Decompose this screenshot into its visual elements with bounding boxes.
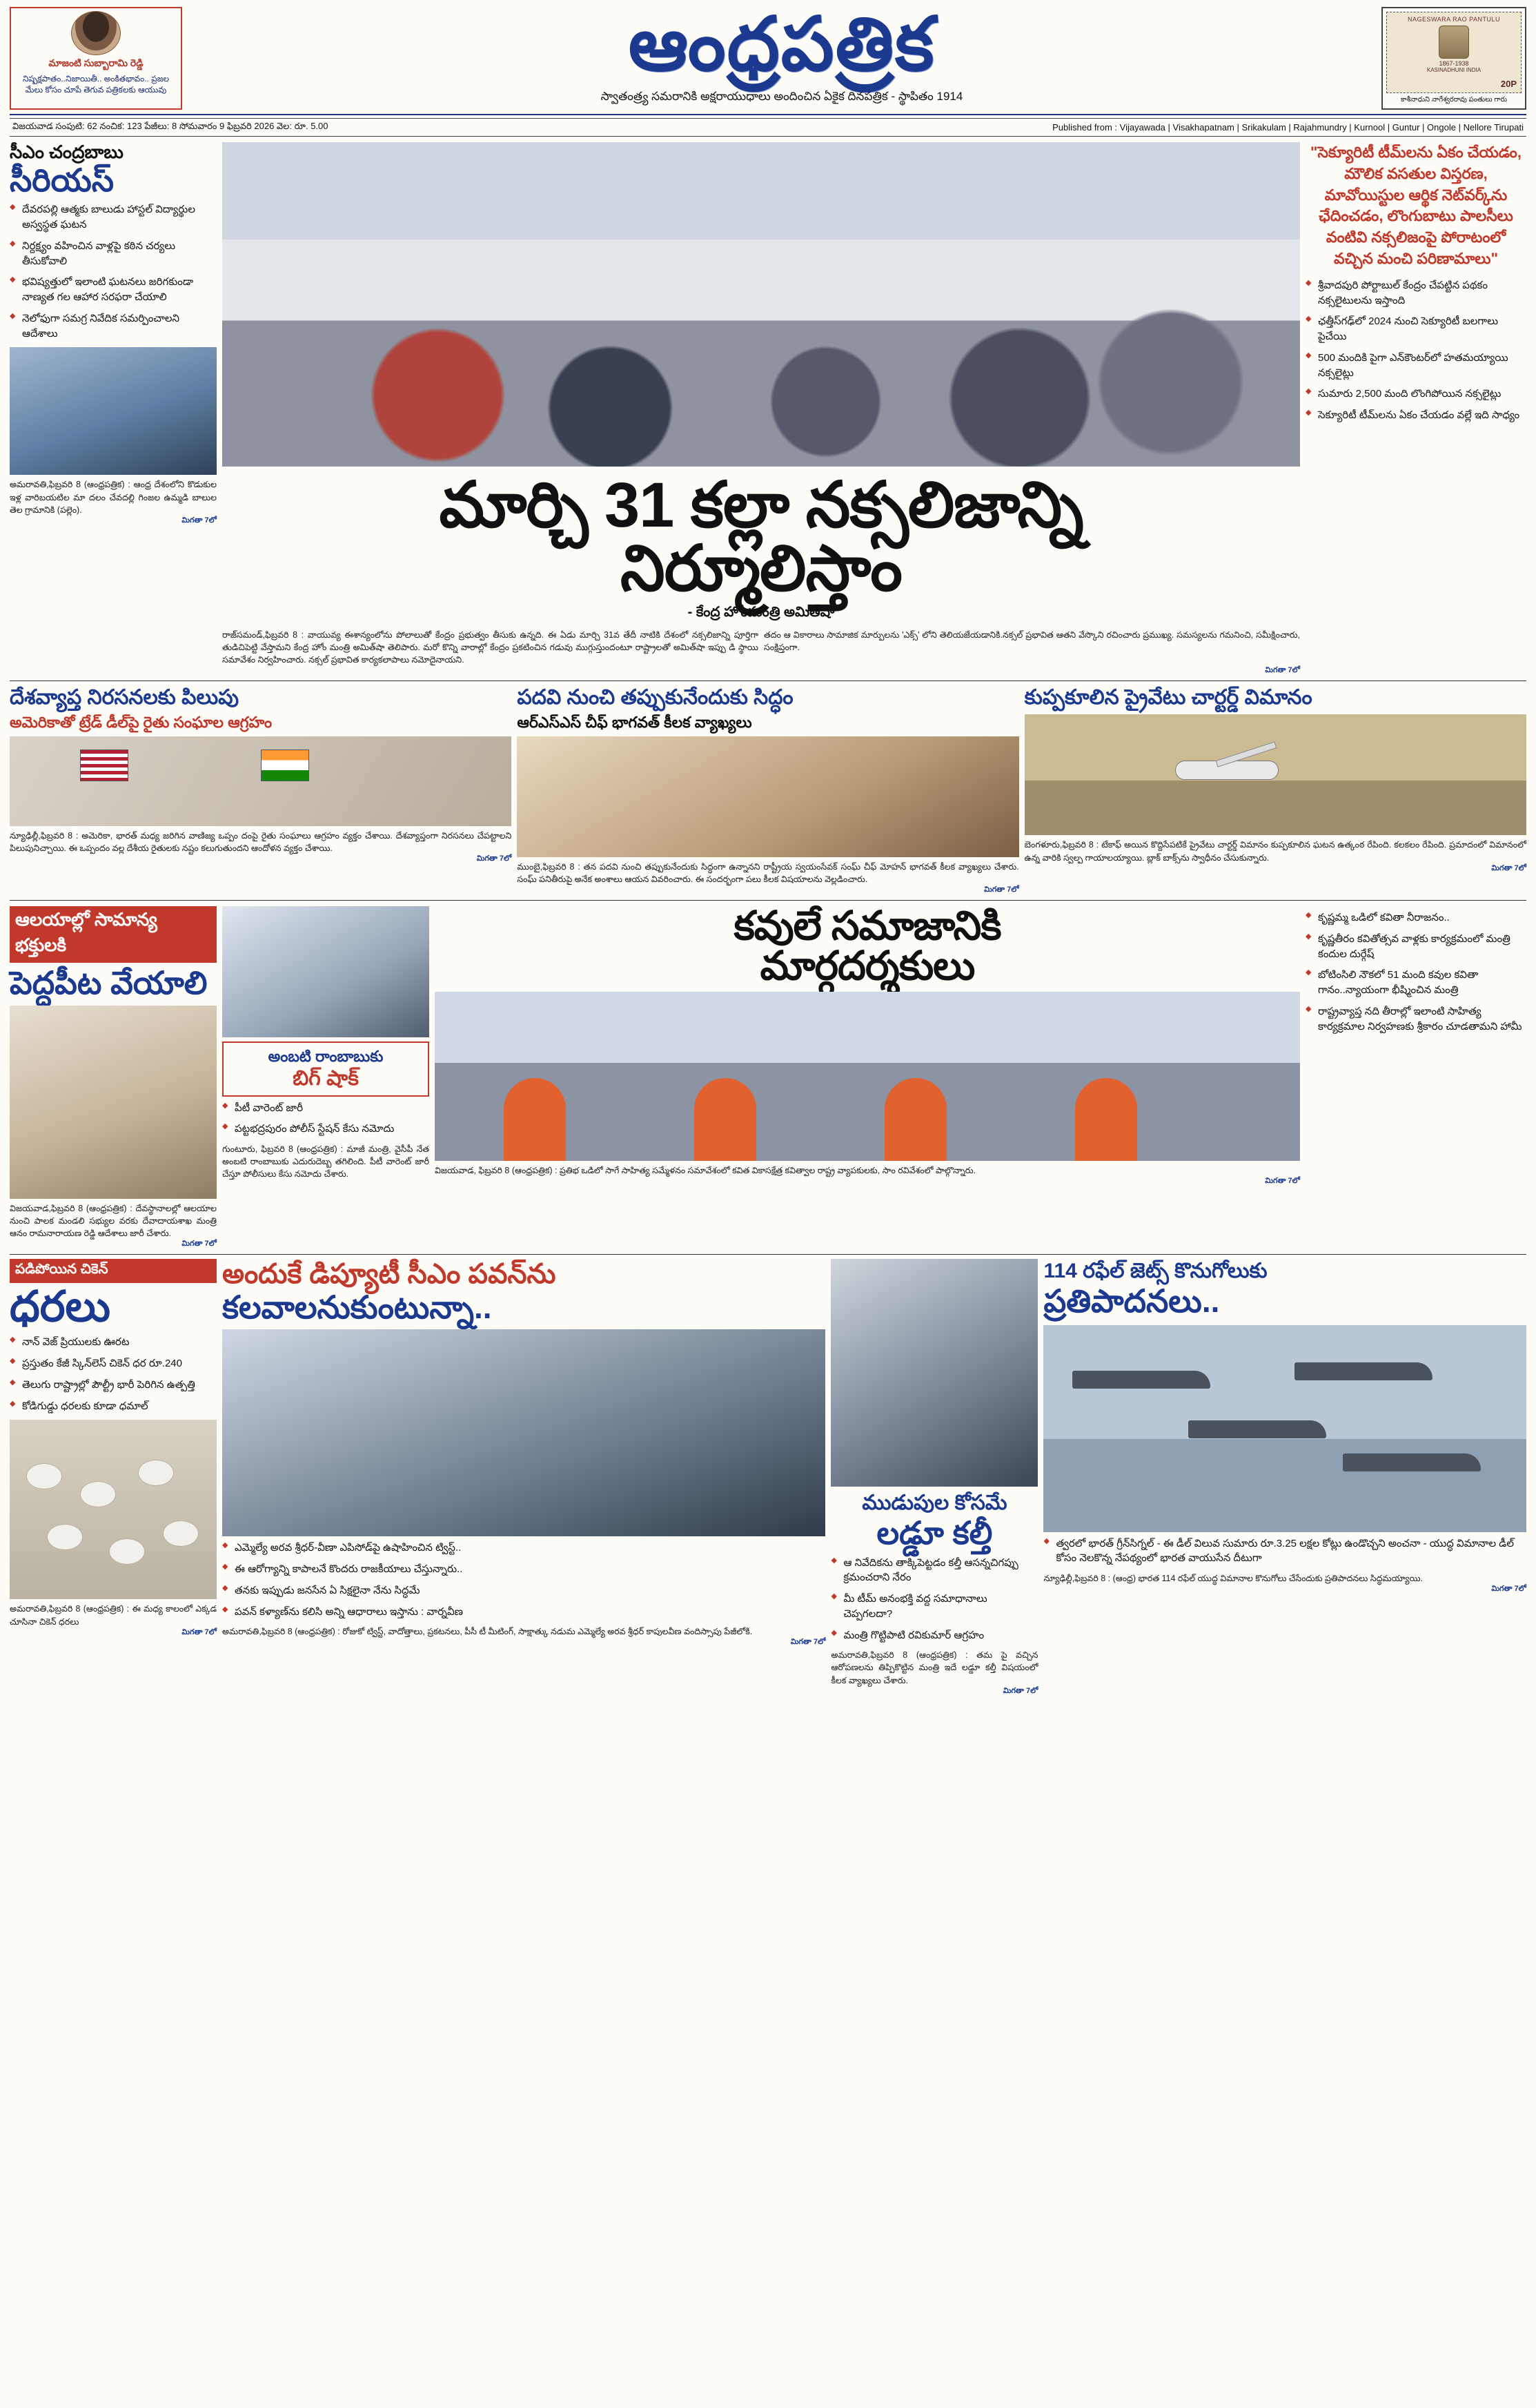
laddu-bullets	[831, 1556, 1038, 1643]
list-item: ◆ కోడిగుడ్డు ధరలకు కూడా ధమాల్	[10, 1399, 217, 1414]
left-kicker: సీఎం చంద్రబాబు	[10, 141, 124, 162]
poets-caption: విజయవాడ, ఫిబ్రవరి 8 (ఆంధ్రపత్రిక) : ప్రతిభ ఒడిలో సాగే సాహిత్య సమ్మేళనం సమావేశంలో కవిత వికాసక్షేత్ర కవిత్వాల రాష్ట్ర వ్యాపకులకు, సాం రవివేశంలో పాల్గొన్నారు.	[435, 1166, 976, 1176]
chicken-bullets	[10, 1335, 217, 1413]
right-bullet-list	[1306, 278, 1526, 423]
pawan-bullets	[222, 1540, 825, 1619]
pawan-caption: అమరావతి,ఫిబ్రవరి 8 (ఆంధ్రపత్రిక) : రోజుకో ట్విస్ట్, వాదోత్తాలు, ప్రకటనలు, పీసీ టీ మీటింగ్, సాక్షాత్కు నడుమ ఎమ్మెల్యే అరవ శ్రీధర్ కాపులవీణ వందిస్సాపు పేజీలోకి.	[222, 1627, 753, 1637]
photo-chandrababu	[10, 347, 217, 475]
masthead-publisher-box	[10, 7, 182, 110]
story-temples	[10, 906, 217, 1250]
masthead-title-block	[189, 4, 1375, 110]
chicken-kicker: పడిపోయిన చికెన్	[10, 1259, 217, 1283]
row-2	[10, 685, 1526, 896]
edition-details: విజయవాడ సంపుటి: 62 నంచిక: 123 పేజీలు: 8 సోమవారం 9 ఫిబ్రవరి 2026 వెల: రూ. 5.00	[12, 121, 328, 131]
list-item: ◆ ఆ నివేదికను తాక్కిపెట్టడం కల్తీ ఆసన్నచిగప్పు క్రమంచరాని నేరం	[831, 1556, 1038, 1586]
story-bhagwat-headline: పదవి నుంచి తప్పుకునేందుకు సిద్ధం	[517, 686, 794, 709]
list-item: ◆ పట్టభద్రపురం పోలీస్ స్టేషన్‌ కేసు నమోదు	[222, 1122, 429, 1137]
edition-info-bar	[10, 118, 1526, 137]
story-poets	[435, 903, 1300, 1250]
story-chicken-prices	[10, 1259, 217, 1697]
photo-mohan-bhagwat	[517, 736, 1018, 857]
row-3	[10, 903, 1526, 1250]
right-column	[1306, 142, 1526, 676]
photo-minister-speaking	[831, 1259, 1038, 1487]
main-headline-line2: నిర్మూలిస్తాం	[620, 534, 902, 604]
stamp-value: 20P	[1500, 79, 1517, 89]
list-item: ◆ ఎమ్మెల్యే అరవ శ్రీధర్-వీణా ఎపిసోడ్‌పై ఉషాహించిన ట్విస్ట్..	[222, 1540, 825, 1556]
story-trade-body: న్యూఢిల్లీ,ఫిబ్రవరి 8 : అమెరికా, భారత్ మధ్య జరిగిన వాణిజ్య ఒప్పం దంపై రైతు సంఘాలు ఆగ్రహం వ్యక్తం చేశాయి. దేశవ్యాప్తంగా నిరసనలు చేపట్టాలని పిలుపునిచ్చాయి. ఈ ఒప్పందం వల్ల దేశీయ రైతులకు నష్టం కలుగుతుందని ఆందోళన వ్యక్తం చేశాయి.	[10, 830, 512, 853]
temples-more[interactable]: మిగతా 7లో	[181, 1240, 217, 1249]
publisher-tagline: నిష్పక్షపాతం..నిజాయితీ.. అంకితభావం.. ప్రజల మేలు కోసం చూపే తెగువ పత్రికలకు ఆయువు	[22, 74, 170, 95]
list-item: ◆ రాష్ట్రవ్యాప్త నది తీరాల్లో ఇలాంటి సాహిత్య కార్యక్రమాల నిర్వహణకు శ్రీకారం చూడతామని హామీ	[1306, 1004, 1526, 1035]
list-item: ◆ నెలోఫుగా సమగ్ర నివేదిక సమర్పించాలని ఆదేశాలు	[10, 311, 217, 342]
newspaper-subtitle: స్వాతంత్ర్య సమరానికి అక్షరాయుధాలు అందించిన ఏకైక దినపత్రిక - స్థాపితం 1914	[600, 90, 963, 103]
rafale-more[interactable]: మిగతా 7లో	[1491, 1585, 1526, 1594]
list-item: ◆ భవిష్యత్తులో ఇలాంటి ఘటనలు జరిగకుండా నాణ్యత గల ఆహార సరఫరా చేయాలి	[10, 275, 217, 305]
story-bhagwat-subhead: ఆర్‌ఎస్‌ఎస్ చీఫ్ భాగవత్ కీలక వ్యాఖ్యలు	[517, 714, 752, 732]
rafale-headline-line1: 114 రఫేల్ జెట్స్ కొనుగోలుకు	[1043, 1260, 1268, 1283]
photo-crashed-plane	[1025, 714, 1526, 835]
list-item: ◆ త్వరలో భారత్ గ్రీన్‌సిగ్నల్ - ఈ డీల్ విలువ సుమారు రూ.3.25 లక్షల కోట్లు ఉండొచ్చని అంచనా - యుద్ధ విమానాల డీల్ కోసం నెలకొన్న నేపథ్యంలో భారత వాయుసేన దీటుగా	[1043, 1536, 1526, 1567]
list-item: ◆ ఈ ఆరోగ్యాన్ని కాపాలనే కొందరు రాజకీయాలు చేస్తున్నారు..	[222, 1562, 825, 1577]
story-bhagwat-body: ముంబై,ఫిబ్రవరి 8 : తన పదవి నుంచి తప్పుకునేందుకు సిద్ధంగా ఉన్నానని రాష్ట్రీయ స్వయంసేవక్ సంఘ్ చీఫ్ మోహన్ భాగవత్ కీలక వ్యాఖ్యలు చేశారు. సంఘ్ పనితీరుపై అనేక అంశాలు ఆయన వివరించారు. ఈ సందర్భంగా పలు కీలక విషయాలను వెల్లడించారు.	[517, 861, 1019, 884]
main-body-col1: రాజ్‌సమండ్,ఫిబ్రవరి 8 : వాయువ్య ఈశాన్యంలోను పోలాలుతో కేంద్రం ప్రభుత్వం తీసుకు ఉన్నది. ఈ ఏడు మార్చి 31వ తేదీ నాటికి దేశంలో నక్సలిజాన్ని పూర్తిగా తుడిచిపెట్టి వేస్తామని కేంద్ర హోం మంత్రి అమిత్‌షా తెలిపారు. మరో కొన్ని వారాల్లో కేంద్రం ప్రకటించిన గడువు ముగ్గుస్తుందంటూ రాష్ట్రాలతో అమిత్‌షా ఇప్పు డి స్థాయి సమావేశం నిర్వహించారు. నక్సల్ ప్రభావిత కార్యకలాపాలు నమోదైనాయని.	[222, 630, 758, 665]
story-trade-headline: దేశవ్యాప్త నిరసనలకు పిలుపు	[10, 686, 239, 709]
photo-us-india-flags	[10, 736, 511, 826]
performer-icon	[1075, 1078, 1137, 1161]
story-trade-deal	[10, 685, 511, 896]
poets-more[interactable]: మిగతా 7లో	[1265, 1177, 1300, 1186]
left-more-link[interactable]: మిగతా 7లో	[181, 516, 217, 525]
publisher-portrait-icon	[71, 11, 121, 55]
chicken-more[interactable]: మిగతా 7లో	[181, 1627, 217, 1636]
story-bhagwat	[517, 685, 1018, 896]
laddu-caption: అమరావతి,ఫిబ్రవరి 8 (ఆంధ్రపత్రిక) : తమ పై వచ్చిన ఆరోపణలను తిప్పికొట్టిన మంత్రి ఇదే లడ్డూ కల్తీ విషయంలో కీలక వ్యాఖ్యలు చేశారు.	[831, 1650, 1038, 1685]
list-item: ◆ కృష్ణతీరం కవితోత్సవ వాళ్లకు కార్యక్రమంలో మంత్రి కందుల దుర్గేష్	[1306, 932, 1526, 962]
performer-icon	[694, 1078, 756, 1161]
rafale-caption: న్యూఢిల్లీ,ఫిబ్రవరి 8 : (ఆంధ్ర) భారత 114 రఫేల్ యుద్ధ విమానాల కొనుగోలు చేసేందుకు ప్రతిపాదనలు సిద్ధమయ్యాయి.	[1043, 1574, 1424, 1584]
list-item: ◆ తెలుగు రాష్ట్రాల్లో పౌల్ట్రీ భారీ పెరిగిన ఉత్పత్తి	[10, 1378, 217, 1393]
left-column	[10, 142, 217, 676]
stamp-caption: కాశీనాధుని నాగేశ్వరరావు పంతులు గారు	[1400, 96, 1508, 104]
photo-poets-event	[435, 992, 1300, 1161]
list-item: ◆ సెక్యూరిటీ టీమ్‌లను ఏకం చేయడం వల్లే ఇది సాధ్యం	[1306, 408, 1526, 423]
photo-temple-official	[10, 1006, 217, 1199]
rafale-headline-line2: ప్రతిపాదనలు..	[1043, 1283, 1220, 1320]
main-body-col2: తదం ఆ వికారాలు సామాజిక మార్పులను 'ఎక్స్‌' లోని తెలియజేయడానికి.నక్సల్ ప్రభావిత ఆతని వేస్కొని రచించారు ప్రముఖ్య. సమస్యలను గమనించి, సమీక్షించారు, సంక్షిప్తంగా.	[764, 630, 1300, 653]
published-from: Published from : Vijayawada | Visakhapatnam | Srikakulam | Rajahmundry | Kurnool | Guntur | Ongole | Nellore Tirupati	[1052, 122, 1524, 133]
stamp-country-text: KASINADHUNI INDIA	[1426, 67, 1481, 73]
temples-banner: ఆలయాల్లో సామాన్య భక్తులకి	[10, 906, 217, 963]
ambati-callout-box	[222, 1041, 429, 1097]
story-bhagwat-more[interactable]: మిగతా 7లో	[984, 885, 1019, 894]
poets-bullet-list	[1306, 910, 1526, 1034]
story-ambati	[222, 906, 429, 1250]
masthead	[10, 4, 1526, 115]
left-headline: సీరియస్	[10, 161, 115, 198]
story-trade-more[interactable]: మిగతా 7లో	[476, 854, 512, 863]
publisher-name: మాజంటి సుబ్బారామి రెడ్డి	[48, 57, 144, 68]
list-item: ◆ దేవరపల్లి ఆత్మకు బాలుడు హాస్టల్ విద్యార్థుల అస్వస్థత ఘటన	[10, 202, 217, 233]
poets-bullets-column	[1306, 906, 1526, 1250]
story-trade-subhead: అమెరికాతో ట్రేడ్ డీల్‌పై రైతు సంఘాల ఆగ్రహం	[10, 714, 273, 732]
story-plane-more[interactable]: మిగతా 7లో	[1491, 863, 1526, 872]
main-column	[222, 142, 1300, 676]
list-item: ◆ తనకు ఇప్పుడు జనసేన ఏ సిక్షలైనా నేను సిద్ధమే	[222, 1583, 825, 1598]
list-item: ◆ నాన్ వెజ్ ప్రియులకు ఊరట	[10, 1335, 217, 1350]
photo-rafale-jets	[1043, 1325, 1526, 1532]
list-item: ◆ మంత్రి గొట్టిపాటి రవికుమార్ ఆగ్రహం	[831, 1628, 1038, 1643]
photo-poultry-farm	[10, 1420, 217, 1599]
list-item: ◆ ప్రస్తుతం కేజీ స్కిన్‌లెస్ చికెన్ ధర రూ.240	[10, 1356, 217, 1371]
pawan-headline-line2: కలవాలనుకుంటున్నా..	[222, 1289, 492, 1325]
left-photo-caption: అమరావతి,ఫిబ్రవరి 8 (ఆంధ్రపత్రిక) : ఆంధ్ర దేశంలోని కొడుకుల ఇళ్ల వారిబయటిల మా దలం చేవదల్లి గింజల ఉమ్మడి బాలుల తెల గ్రామానికి (పల్లెం).	[10, 480, 217, 515]
ambati-body: గుంటూరు, ఫిబ్రవరి 8 (ఆంధ్రపత్రిక) : మాజీ మంత్రి, వైసీపీ నేత అంబటి రాంబాబుకు ఎదురుదెబ్బ తగిలింది. పీటీ వారెంట్ జారీ చేస్తూ పోలీసులు కేసు నమోదు చేశారు.	[222, 1144, 429, 1179]
temples-headline: పెద్దపీట వేయాలి	[10, 965, 208, 1001]
chicken-headline: ధరలు	[10, 1283, 110, 1331]
newspaper-title: ఆంధ్రపత్రిక	[628, 4, 936, 86]
rafale-bullets	[1043, 1536, 1526, 1567]
pawan-headline-line1: అందుకే డిప్యూటీ సీఎం పవన్‌ను	[222, 1259, 556, 1290]
ambati-bullets	[222, 1101, 429, 1137]
left-bullet-list	[10, 202, 217, 341]
list-item: ◆ మీ టీమ్ అనంభక్తి వద్ద సమాధానాలు చెప్పగలదా?	[831, 1592, 1038, 1622]
list-item: ◆ కృష్ణమ్మ ఒడిలో కవితా నీరాజనం..	[1306, 910, 1526, 926]
stamp-top-text: NAGESWARA RAO PANTULU	[1407, 16, 1501, 23]
poets-headline-line1: కవులే సమాజానికి	[733, 903, 1001, 949]
list-item: ◆ నిర్దక్ష్యం వహించిన వాళ్లపై కఠిన చర్యలు తీసుకోవాలి	[10, 239, 217, 269]
photo-ambati-rambabu	[222, 906, 429, 1037]
story-laddu	[831, 1259, 1038, 1697]
story-pawan-meeting	[222, 1259, 825, 1697]
story-plane-crash	[1025, 685, 1526, 896]
main-more-link[interactable]: మిగతా 7లో	[1265, 666, 1300, 675]
us-flag-icon	[80, 750, 128, 781]
list-item: ◆ 500 మందికి పైగా ఎన్‌కౌంటర్‌లో హతమయ్యాయి నక్సలైట్లు	[1306, 351, 1526, 381]
list-item: ◆ పవన్ కళ్యాణ్‌ను కలిసి అన్ని ఆధారాలు ఇస్తాను : వార్నవీణ	[222, 1605, 825, 1620]
ambati-box-line2: బిగ్ షాక్	[293, 1066, 359, 1090]
list-item: ◆ పీటీ వారెంట్ జారీ	[222, 1101, 429, 1116]
india-flag-icon	[261, 750, 309, 781]
laddu-headline-line2: లడ్డూ కల్తీ	[876, 1515, 993, 1552]
photo-press-conference	[222, 1329, 825, 1536]
stamp-years: 1867-1938	[1439, 60, 1469, 67]
story-plane-body: బెంగళూరు,ఫిబ్రవరి 8 : టేకాఫ్ అయిన కొద్దిసేపటికే ప్రైవేటు చార్టర్డ్ విమానం కుప్పకూలిన ఘటన ఉత్కంఠ రేపింది. కలకలం రేపింది. ప్రమాదంలో విమానంలో ఉన్న వారికి స్వల్ప గాయాలయ్యాయి. బ్లాక్ బాక్స్‌ను స్వాధీనం చేసుకున్నారు.	[1024, 840, 1526, 863]
chicken-caption: అమరావతి,ఫిబ్రవరి 8 (ఆంధ్రపత్రిక) : ఈ మధ్య కాలంలో ఎక్కడ చూసినా చికెన్ ధరలు	[10, 1604, 217, 1627]
list-item: ◆ బోటింసిలి నౌకలో 51 మంది కవుల కవితా గానం..న్యాయంగా భీష్మించిన మంత్రి	[1306, 968, 1526, 998]
list-item: ◆ శ్రీవాదపురి పోర్టాబుల్ కేంద్రం చేపట్టిన పథకం నక్సలైటులను ఇస్తాంది	[1306, 278, 1526, 309]
poets-headline-line2: మార్గదర్శకులు	[760, 943, 975, 989]
laddu-headline-line1: ముడుపుల కోసమే	[862, 1491, 1007, 1515]
main-body-columns	[222, 629, 1300, 666]
performer-icon	[885, 1078, 947, 1161]
laddu-more[interactable]: మిగతా 7లో	[1003, 1686, 1038, 1695]
postage-stamp-icon	[1386, 12, 1522, 93]
photo-home-minister-meeting	[222, 142, 1300, 467]
main-byline: - కేంద్ర హోంమంత్రి అమిత్‌షా	[687, 605, 835, 620]
story-rafale	[1043, 1259, 1526, 1697]
masthead-stamp-box	[1381, 7, 1526, 110]
list-item: ◆ సుమారు 2,500 మంది లొంగిపోయిన నక్సలైట్లు	[1306, 386, 1526, 402]
main-headline-line1: మార్చి 31 కల్లా నక్సలిజాన్ని	[439, 470, 1083, 540]
right-pullquote: "సెక్యూరిటీ టీమ్‌లను ఏకం చేయడం, మౌలిక వసతుల విస్తరణ, మావోయిస్టుల ఆర్థిక నెట్‌వర్క్‌ను ఛేదించడం, లొంగుబాటు పాలసీలు వంటివి నక్సలిజంపై పోరాటంలో వచ్చిన మంచి పరిణామాలు"	[1310, 144, 1522, 267]
temples-caption: విజయవాడ,ఫిబ్రవరి 8 (ఆంధ్రపత్రిక) : దేవస్థానాలల్లో ఆలయాల నుంచి పాలక మండలి సభ్యుల వరకు దేవాదాయశాఖ మంత్రి ఆనం రామనారాయణ రెడ్డి ఆదేశాలు జారీ చేశారు.	[10, 1203, 217, 1238]
list-item: ◆ ఛత్తీస్‌గఢ్‌లో 2024 నుంచి సెక్యూరిటీ బలగాలు పైచేయి	[1306, 314, 1526, 344]
row-4	[10, 1259, 1526, 1697]
story-plane-headline: కుప్పకూలిన ప్రైవేటు చార్టర్డ్ విమానం	[1024, 686, 1312, 709]
top-section	[10, 142, 1526, 676]
performer-icon	[504, 1078, 566, 1161]
pawan-more[interactable]: మిగతా 7లో	[790, 1638, 826, 1647]
stamp-portrait-icon	[1439, 26, 1469, 59]
ambati-box-line1: అంబటి రాంబాబుకు	[268, 1048, 384, 1066]
